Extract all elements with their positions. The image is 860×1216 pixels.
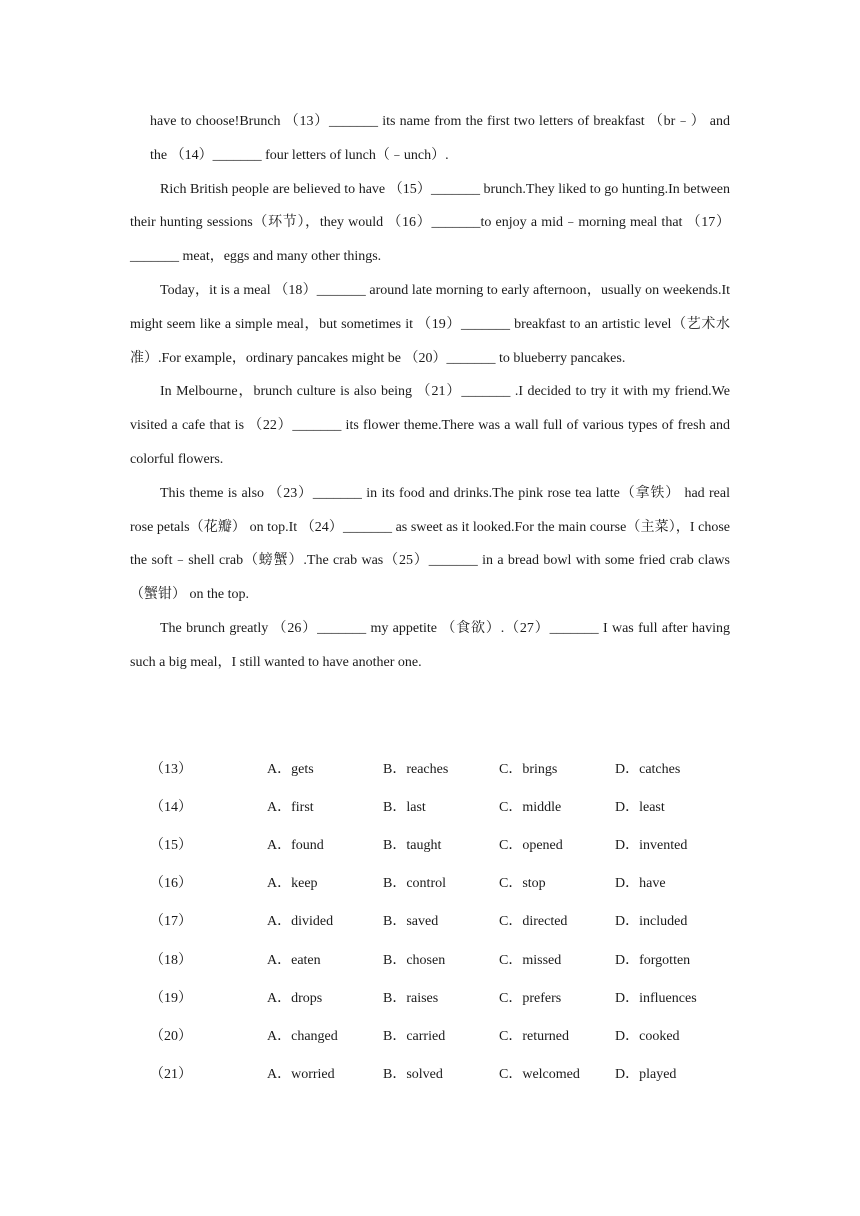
- question-number: （16）: [150, 876, 192, 892]
- question-row: [150, 901, 725, 939]
- option-d: D．played: [615, 1066, 677, 1082]
- option-a: A．first: [267, 800, 314, 816]
- option-d: D．influences: [615, 990, 697, 1006]
- option-b: B．taught: [383, 838, 442, 854]
- question-number: （17）: [150, 914, 192, 930]
- option-c: C．welcomed: [499, 1066, 580, 1082]
- option-c: C．directed: [499, 914, 568, 930]
- question-number: （13）: [150, 762, 192, 778]
- option-b: B．solved: [383, 1066, 443, 1082]
- option-a: A．drops: [267, 990, 323, 1006]
- passage-paragraph: This theme is also （23）_______ in its food and drinks.The pink rose tea latte（拿铁） had real rose petals（花瓣） on top.It （24）_______ as sweet as it looked.For the main course（主菜），I chose the soft﹣shell crab（螃蟹）.The crab was（25）_______ in a bread bowl with some fried crab claws（蟹钳） on the top.: [130, 485, 730, 603]
- passage-paragraph: Rich British people are believed to have （15）_______ brunch.They liked to go hunting.In between their hunting sessions（环节），they would （16）_______to enjoy a mid﹣morning meal that （17）_______ meat，eggs and many other things.: [130, 181, 730, 265]
- question-number: （19）: [150, 990, 192, 1006]
- question-row: [150, 1054, 725, 1092]
- question-number: （15）: [150, 838, 192, 854]
- question-row: [150, 978, 725, 1016]
- option-a: A．divided: [267, 914, 334, 930]
- option-b: B．last: [383, 800, 426, 816]
- option-c: C．opened: [499, 838, 563, 854]
- passage-paragraph: Today，it is a meal （18）_______ around late morning to early afternoon，usually on weekends.It might seem like a simple meal，but sometimes it （19）_______ breakfast to an artistic level（艺术水准）.For example，ordinary pancakes might be （20）_______ to blueberry pancakes.: [130, 282, 730, 366]
- option-c: C．returned: [499, 1028, 569, 1044]
- passage-paragraph: The brunch greatly （26）_______ my appetite （食欲）.（27）_______ I was full after having such a big meal，I still wanted to have another one.: [130, 620, 730, 670]
- option-d: D．invented: [615, 838, 688, 854]
- option-a: A．worried: [267, 1066, 335, 1082]
- option-d: D．forgotten: [615, 952, 691, 968]
- option-b: B．reaches: [383, 762, 449, 778]
- question-row: [150, 939, 725, 977]
- option-b: B．control: [383, 876, 446, 892]
- option-a: A．keep: [267, 876, 318, 892]
- question-number: （21）: [150, 1066, 192, 1082]
- option-d: D．catches: [615, 762, 681, 778]
- option-c: C．missed: [499, 952, 562, 968]
- option-a: A．changed: [267, 1028, 338, 1044]
- option-b: B．raises: [383, 990, 439, 1006]
- answer-options: [150, 749, 725, 1092]
- option-a: A．eaten: [267, 952, 321, 968]
- option-a: A．found: [267, 838, 324, 854]
- question-row: [150, 787, 725, 825]
- option-c: C．middle: [499, 800, 562, 816]
- option-c: C．prefers: [499, 990, 562, 1006]
- question-row: [150, 863, 725, 901]
- option-b: B．carried: [383, 1028, 446, 1044]
- question-number: （20）: [150, 1028, 192, 1044]
- option-d: D．cooked: [615, 1028, 680, 1044]
- option-d: D．included: [615, 914, 688, 930]
- option-d: D．have: [615, 876, 666, 892]
- question-number: （14）: [150, 800, 192, 816]
- option-c: C．stop: [499, 876, 546, 892]
- question-row: [150, 749, 725, 787]
- cloze-passage: [130, 105, 730, 680]
- option-d: D．least: [615, 800, 665, 816]
- option-b: B．saved: [383, 914, 439, 930]
- passage-paragraph: In Melbourne，brunch culture is also being （21）_______ .I decided to try it with my friend.We visited a cafe that is （22）_______ its flower theme.There was a wall full of various types of fresh and colorful flowers.: [130, 384, 730, 467]
- question-row: [150, 1016, 725, 1054]
- question-number: （18）: [150, 952, 192, 968]
- option-c: C．brings: [499, 762, 558, 778]
- question-row: [150, 825, 725, 863]
- passage-paragraph: have to choose!Brunch （13）_______ its name from the first two letters of breakfast （br﹣） and the （14）_______ four letters of lunch（﹣unch）.: [150, 114, 730, 163]
- option-a: A．gets: [267, 762, 314, 778]
- option-b: B．chosen: [383, 952, 446, 968]
